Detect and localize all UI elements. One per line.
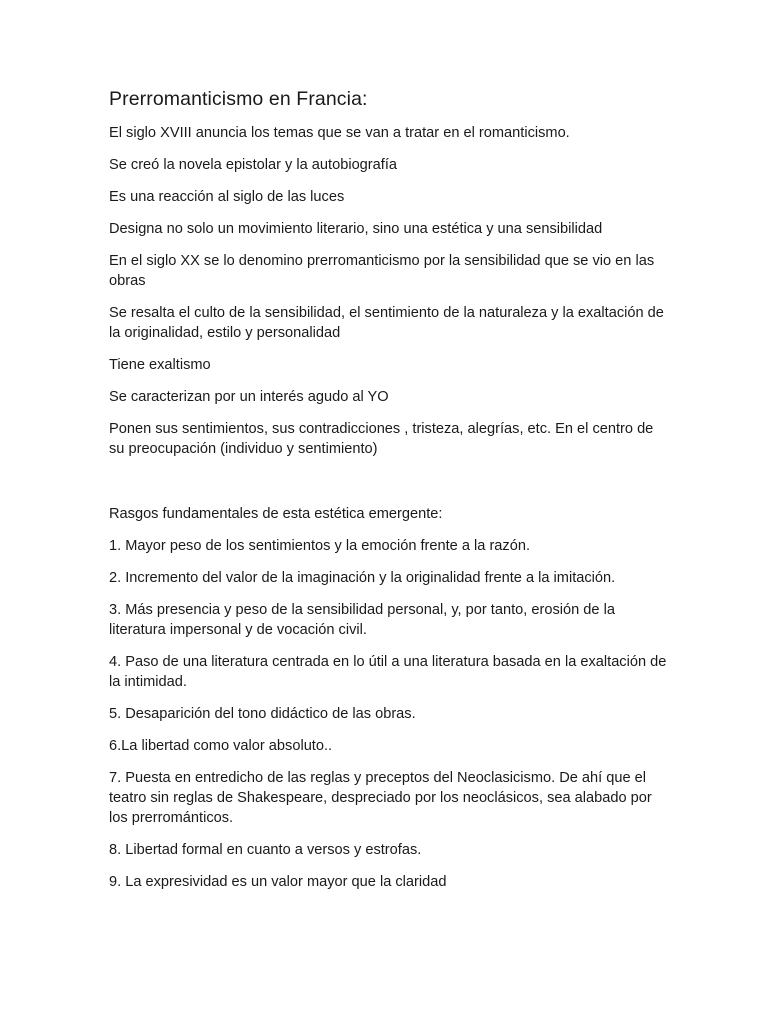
list-item: 7. Puesta en entredicho de las reglas y preceptos del Neoclasicismo. De ahí que el teatro sin reglas de Shakespeare, despreciado por los neoclásicos, sea alabado por los prerrománticos. [109,770,652,826]
intro-paragraph: Es una reacción al siglo de las luces [109,189,345,205]
list-item: 2. Incremento del valor de la imaginación y la originalidad frente a la imitación. [109,570,616,586]
intro-paragraph: Ponen sus sentimientos, sus contradicciones , tristeza, alegrías, etc. En el centro de su preocupación (individuo y sentimiento) [109,421,654,457]
document-title: Prerromanticismo en Francia: [109,88,368,110]
list-item: 6.La libertad como valor absoluto.. [109,738,333,754]
list-item: 9. La expresividad es un valor mayor que la claridad [109,874,447,890]
list-item: 4. Paso de una literatura centrada en lo útil a una literatura basada en la exaltación de la intimidad. [109,654,667,690]
intro-paragraph: En el siglo XX se lo denomino prerromanticismo por la sensibilidad que se vio en las obras [109,253,655,289]
intro-paragraph: Se caracterizan por un interés agudo al YO [109,389,389,405]
intro-paragraph: El siglo XVIII anuncia los temas que se van a tratar en el romanticismo. [109,125,570,141]
document-page [109,86,669,904]
list-item: 5. Desaparición del tono didáctico de las obras. [109,706,416,722]
list-item: 8. Libertad formal en cuanto a versos y estrofas. [109,842,422,858]
list-item: 1. Mayor peso de los sentimientos y la emoción frente a la razón. [109,538,531,554]
intro-paragraph: Tiene exaltismo [109,357,211,373]
section-gap [109,471,669,504]
list-item: 3. Más presencia y peso de la sensibilidad personal, y, por tanto, erosión de la literatura impersonal y de vocación civil. [109,602,615,638]
section-heading: Rasgos fundamentales de esta estética emergente: [109,506,443,522]
intro-paragraph: Se resalta el culto de la sensibilidad, el sentimiento de la naturaleza y la exaltación de la originalidad, estilo y personalidad [109,305,664,341]
intro-paragraph: Se creó la novela epistolar y la autobiografía [109,157,397,173]
intro-section [109,123,669,459]
intro-paragraph: Designa no solo un movimiento literario, sino una estética y una sensibilidad [109,221,603,237]
features-list [109,536,669,892]
